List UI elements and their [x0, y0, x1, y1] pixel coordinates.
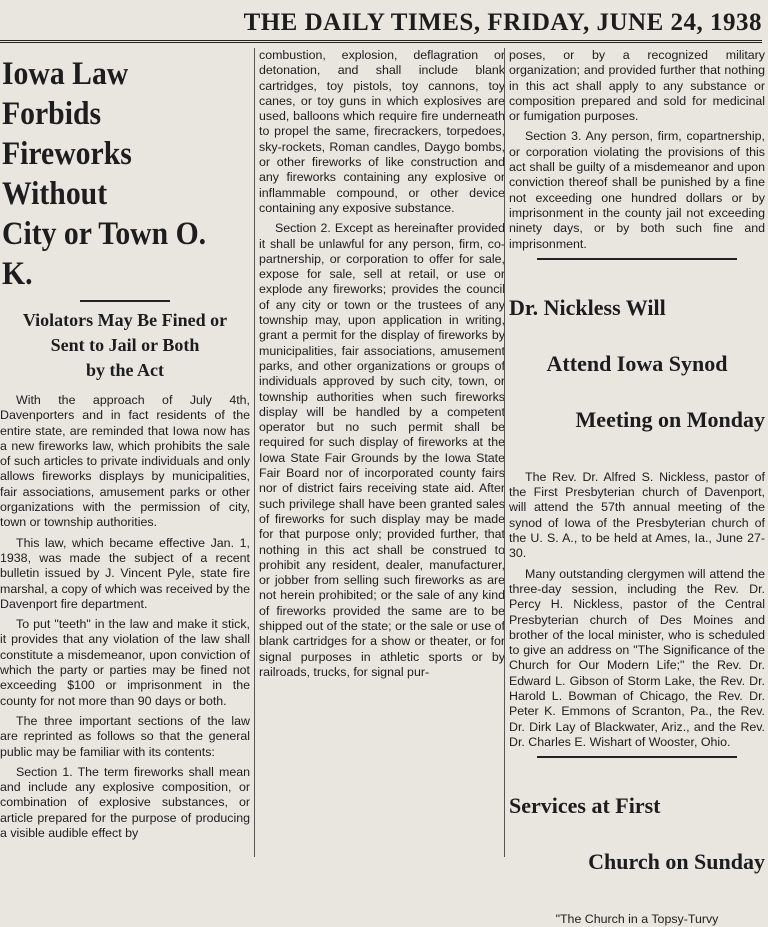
paragraph: combustion, explosion, deflagration or detonation, and shall include blank cartridges, toy pistols, toy cannons, toy canes, or toy guns in which explosives are used, balloons which require fire underneath to propel the same, firecrackers, torpedoes, sky-rockets, Roman candles, Daygo bombs, or other fireworks of like construction and any fireworks containing any explosive or inflammable compound, or other device containing any exposive substance. — [259, 48, 505, 215]
article-headline: Iowa Law Forbids Fireworks Without City or Town O. K. — [2, 56, 207, 292]
article-divider — [537, 756, 737, 758]
headline-line: Attend Iowa Synod — [546, 350, 728, 376]
headline-line: Dr. Nickless Will — [509, 294, 666, 320]
paragraph: Section 1. The term fireworks shall mean and include any explosive composition, or combination of explosive substances, or article prepared for the purpose of producing a visible audible effect by — [0, 764, 250, 841]
partial-text-line: "The Church in a Topsy-Turvy — [555, 912, 719, 927]
article-divider — [537, 258, 737, 260]
article-body-col3 — [509, 48, 765, 252]
paragraph: Section 3. Any person, firm, copartnership, or corporation violating the provisions of this act shall be guilty of a misdemeanor and upon conviction thereof shall be punished by a fine not exceeding one hundred dollars or by imprisonment in the county jail not exceeding ninety days, or by both such fine and imprisonment. — [509, 129, 765, 251]
paragraph: To put "teeth" in the law and make it stick, it provides that any violation of the law shall constitute a misdemeanor, upon conviction of which the party or parties may be fined not exceeding $100 or imprisonment in the county for not more than 90 days or both. — [0, 617, 250, 708]
column-2 — [254, 48, 505, 857]
column-1 — [0, 48, 250, 857]
paragraph: The three important sections of the law are reprinted as follows so that the general public may be familiar with its contents: — [0, 713, 250, 759]
column-3 — [504, 48, 765, 927]
article-body-col2 — [259, 48, 505, 680]
headline-divider — [80, 300, 170, 302]
article-subheadline: Violators May Be Fined or Sent to Jail or Both by the Act — [22, 310, 228, 380]
paragraph: This law, which became effective Jan. 1, 1938, was made the subject of a recent bulletin issued by J. Vincent Pyle, state fire marshal, a copy of which was received by the Davenport fire department. — [0, 535, 250, 611]
article-headline — [509, 764, 765, 904]
article-body — [509, 470, 765, 750]
masthead: THE DAILY TIMES, FRIDAY, JUNE 24, 1938 — [0, 6, 762, 43]
article-headline — [509, 266, 765, 462]
headline-line: Meeting on Monday — [575, 406, 765, 432]
paragraph: poses, or by a recognized military organization; and provided further that nothing in this act shall apply to any substance or composition prepared and sold for medicinal or fumigation purposes. — [509, 48, 765, 124]
headline-line: Services at First — [509, 793, 661, 819]
paragraph: Section 2. Except as hereinafter provided it shall be unlawful for any person, firm, co-partnership, or corporation to offer for sale, expose for sale, sell at retail, or use or explode any fireworks; provides the council of any city or town or the trustees of any township may, upon application in writing, grant a permit for the display of fireworks by municipalities, fair associations, amusement parks, and other organizations or groups of individuals approved by such city, town, or township authorities when such fireworks display will be handled by a competent operator but no such permit shall be required for such display of fireworks at the Iowa State Fair Grounds by the Iowa State Fair Board nor of incorporated county fairs nor of district fairs receiving state aid. After such privilege shall have been granted sales of fireworks for such display may be made for that purpose only; provided further, that nothing in this act shall be construed to prohibit any resident, dealer, manufacturer, or jobber from selling such fireworks as are not herein prohibited; or the sale of any kind of fireworks provided the same are to be shipped out of the state; or the sale or use of blank cartridges for a show or theater, or for signal purposes in athletic sports or by railroads, trucks, for signal pur- — [259, 221, 505, 679]
article-body-col1 — [0, 393, 250, 841]
paragraph: With the approach of July 4th, Davenporters and in fact residents of the entire state, are reminded that Iowa now has a new fireworks law, which prohibits the sale of such articles to private individuals and only allows fireworks displays by municipalities, fair associations, amusement parks or other organizations with the permission of city, town or township authorities. — [0, 393, 250, 530]
paragraph: Many outstanding clergymen will attend the three-day session, including the Rev. Dr. Percy H. Nickless, pastor of the Central Presbyterian church of Des Moines and brother of the local minister, who is scheduled to give an address on "The Significance of the Church for Our Modern Life;" the Rev. Dr. Edward L. Gibson of Storm Lake, the Rev. Dr. Harold L. Bowman of Chicago, the Rev. Dr. Peter K. Emmons of Scranton, Pa., the Rev. Dr. Dirk Lay of Blackwater, Ariz., and the Rev. Dr. Charles E. Wishart of Wooster, Ohio. — [509, 566, 765, 749]
headline-line: Church on Sunday — [588, 849, 765, 875]
paragraph: The Rev. Dr. Alfred S. Nickless, pastor of the First Presbyterian church of Davenport, will attend the 57th annual meeting of the synod of Iowa of the Presbyterian church of the U. S. A., to be held at Ames, Ia., June 27-30. — [509, 469, 765, 561]
